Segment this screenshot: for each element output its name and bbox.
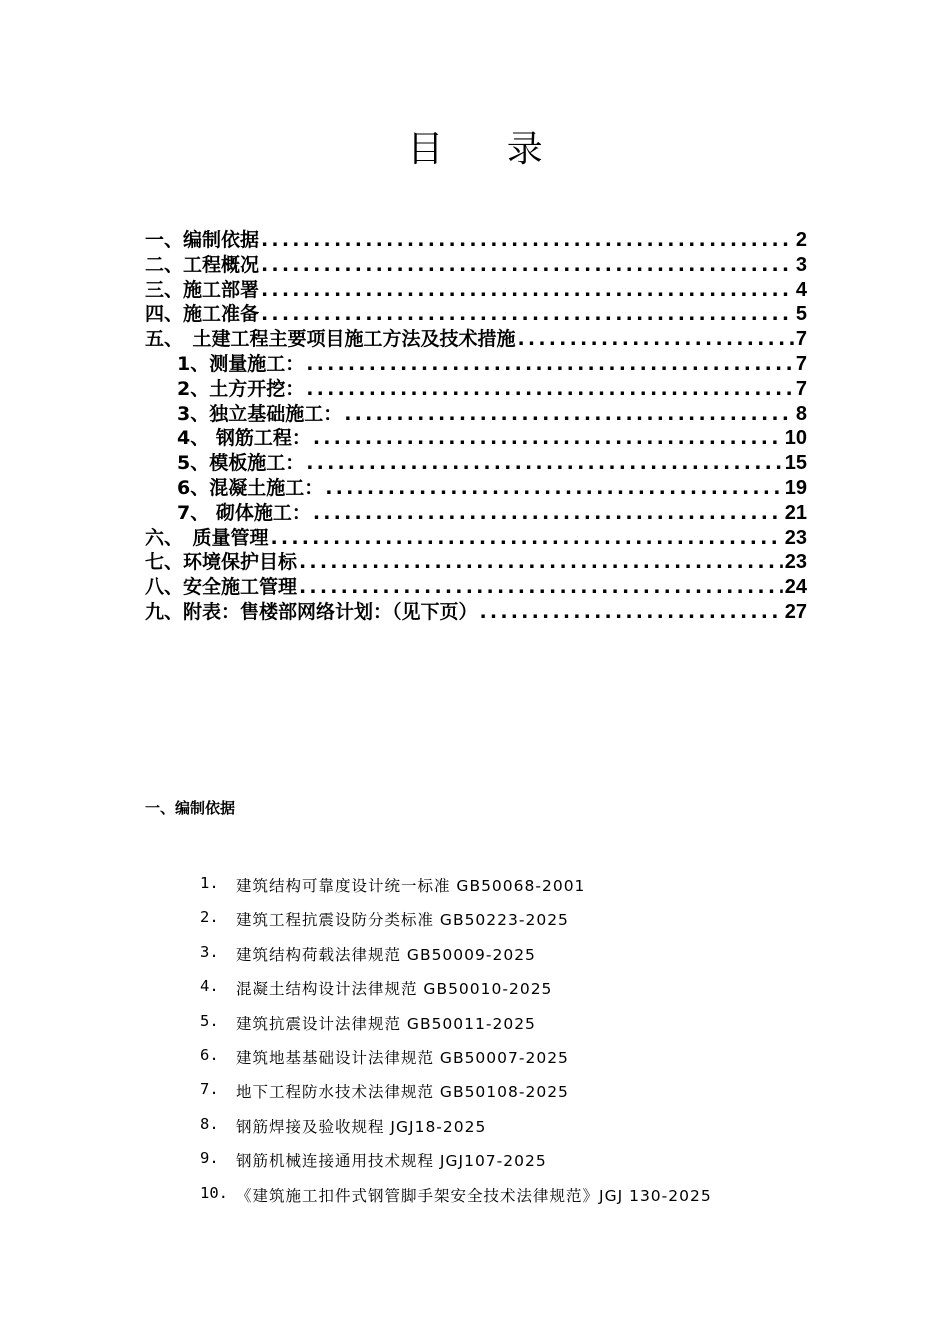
toc-subentry[interactable] xyxy=(145,473,807,498)
list-item xyxy=(200,977,920,1011)
toc-entry[interactable] xyxy=(145,275,807,300)
toc-entry-label: 六、 质量管理 xyxy=(145,526,269,549)
table-of-contents xyxy=(145,225,807,622)
toc-entry-label: 2、土方开挖： xyxy=(177,377,305,400)
toc-entry[interactable] xyxy=(145,250,807,275)
toc-entry-label: 三、施工部署 xyxy=(145,278,260,301)
list-item xyxy=(200,1080,920,1114)
toc-entry-page: 19 xyxy=(784,476,807,499)
toc-dot-leader xyxy=(261,229,794,251)
toc-dot-leader xyxy=(480,601,783,623)
list-item-text: 钢筋机械连接通用技术规程 JGJ107-2025 xyxy=(236,1152,547,1171)
toc-entry-label: 5、模板施工： xyxy=(177,452,305,475)
list-item-number: 4. xyxy=(200,977,219,996)
toc-dot-leader xyxy=(271,527,783,549)
list-item-number: 6. xyxy=(200,1045,219,1064)
toc-entry-page: 7 xyxy=(795,328,807,351)
toc-entry-page: 10 xyxy=(784,427,807,450)
list-item-text: 建筑地基基础设计法律规范 GB50007-2025 xyxy=(236,1048,569,1067)
toc-entry-label: 五、 土建工程主要项目施工方法及技术措施 xyxy=(145,328,516,351)
toc-entry[interactable] xyxy=(145,299,807,324)
toc-entry-label: 二、工程概况 xyxy=(145,253,260,276)
toc-dot-leader xyxy=(299,551,783,573)
list-item-text: 建筑结构荷载法律规范 GB50009-2025 xyxy=(236,945,536,964)
list-item-text: 钢筋焊接及验收规程 JGJ18-2025 xyxy=(236,1117,487,1136)
toc-dot-leader xyxy=(306,452,783,474)
toc-dot-leader xyxy=(313,502,783,524)
list-item-text: 地下工程防水技术法律规范 GB50108-2025 xyxy=(236,1083,569,1102)
section-heading: 一、编制依据 xyxy=(145,799,236,817)
list-item xyxy=(200,1046,920,1080)
toc-entry-label: 4、 钢筋工程： xyxy=(177,427,311,450)
toc-dot-leader xyxy=(306,353,794,375)
toc-entry[interactable] xyxy=(145,547,807,572)
toc-entry-label: 八、安全施工管理 xyxy=(145,576,298,599)
toc-dot-leader xyxy=(261,279,794,301)
toc-entry-label: 6、混凝土施工： xyxy=(177,476,324,499)
toc-entry-label: 四、施工准备 xyxy=(145,303,260,326)
toc-entry[interactable] xyxy=(145,597,807,622)
toc-dot-leader xyxy=(261,303,794,325)
toc-dot-leader xyxy=(313,427,783,449)
list-item xyxy=(200,908,920,942)
toc-dot-leader xyxy=(518,328,794,350)
toc-subentry[interactable] xyxy=(145,448,807,473)
toc-entry-label: 一、编制依据 xyxy=(145,229,260,251)
toc-entry-label: 九、附表：售楼部网络计划：（见下页） xyxy=(145,600,478,623)
toc-subentry[interactable] xyxy=(145,349,807,374)
list-item-number: 7. xyxy=(200,1080,219,1099)
toc-entry[interactable] xyxy=(145,572,807,597)
list-item-number: 1. xyxy=(200,874,219,892)
reference-list xyxy=(200,874,920,1218)
toc-entry-label: 1、测量施工： xyxy=(177,352,305,375)
list-item-number: 2. xyxy=(200,908,219,927)
toc-entry-page: 23 xyxy=(784,526,807,549)
list-item-text: 混凝土结构设计法律规范 GB50010-2025 xyxy=(236,980,553,999)
list-item-number: 3. xyxy=(200,942,219,961)
toc-entry-page: 8 xyxy=(795,402,807,425)
page-title: 目 录 xyxy=(407,129,569,170)
toc-entry-page: 7 xyxy=(795,352,807,375)
toc-entry-page: 4 xyxy=(795,278,807,301)
list-item-text: 建筑结构可靠度设计统一标准 GB50068-2001 xyxy=(236,877,586,895)
toc-entry-page: 23 xyxy=(784,551,807,574)
list-item xyxy=(200,1115,920,1149)
toc-dot-leader xyxy=(325,477,783,499)
toc-subentry[interactable] xyxy=(145,399,807,424)
list-item-number: 10. xyxy=(200,1183,228,1202)
toc-entry-page: 7 xyxy=(795,377,807,400)
list-item-number: 5. xyxy=(200,1011,219,1030)
toc-entry-page: 27 xyxy=(784,600,807,623)
toc-subentry[interactable] xyxy=(145,498,807,523)
toc-entry[interactable] xyxy=(145,324,807,349)
toc-entry-page: 5 xyxy=(795,303,807,326)
list-item xyxy=(200,1012,920,1046)
list-item xyxy=(200,1149,920,1183)
toc-entry-page: 21 xyxy=(784,501,807,524)
toc-dot-leader xyxy=(344,403,794,425)
toc-entry-page: 3 xyxy=(795,253,807,276)
list-item xyxy=(200,1184,920,1218)
list-item xyxy=(200,874,920,908)
toc-dot-leader xyxy=(306,378,794,400)
list-item-number: 9. xyxy=(200,1149,219,1168)
toc-entry-label: 7、 砌体施工： xyxy=(177,501,311,524)
list-item xyxy=(200,943,920,977)
toc-dot-leader xyxy=(299,576,783,598)
toc-entry-label: 七、环境保护目标 xyxy=(145,551,298,574)
toc-dot-leader xyxy=(261,254,794,276)
toc-entry-page: 24 xyxy=(784,576,807,599)
toc-subentry[interactable] xyxy=(145,423,807,448)
toc-entry-label: 3、独立基础施工： xyxy=(177,402,343,425)
toc-entry[interactable] xyxy=(145,523,807,548)
toc-subentry[interactable] xyxy=(145,374,807,399)
list-item-text: 建筑抗震设计法律规范 GB50011-2025 xyxy=(236,1014,536,1033)
list-item-text: 《建筑施工扣件式钢管脚手架安全技术法律规范》JGJ 130-2025 xyxy=(236,1186,712,1205)
toc-entry-page: 2 xyxy=(795,229,807,251)
list-item-text: 建筑工程抗震设防分类标准 GB50223-2025 xyxy=(236,911,569,930)
list-item-number: 8. xyxy=(200,1114,219,1133)
toc-entry[interactable] xyxy=(145,225,807,250)
toc-entry-page: 15 xyxy=(784,452,807,475)
